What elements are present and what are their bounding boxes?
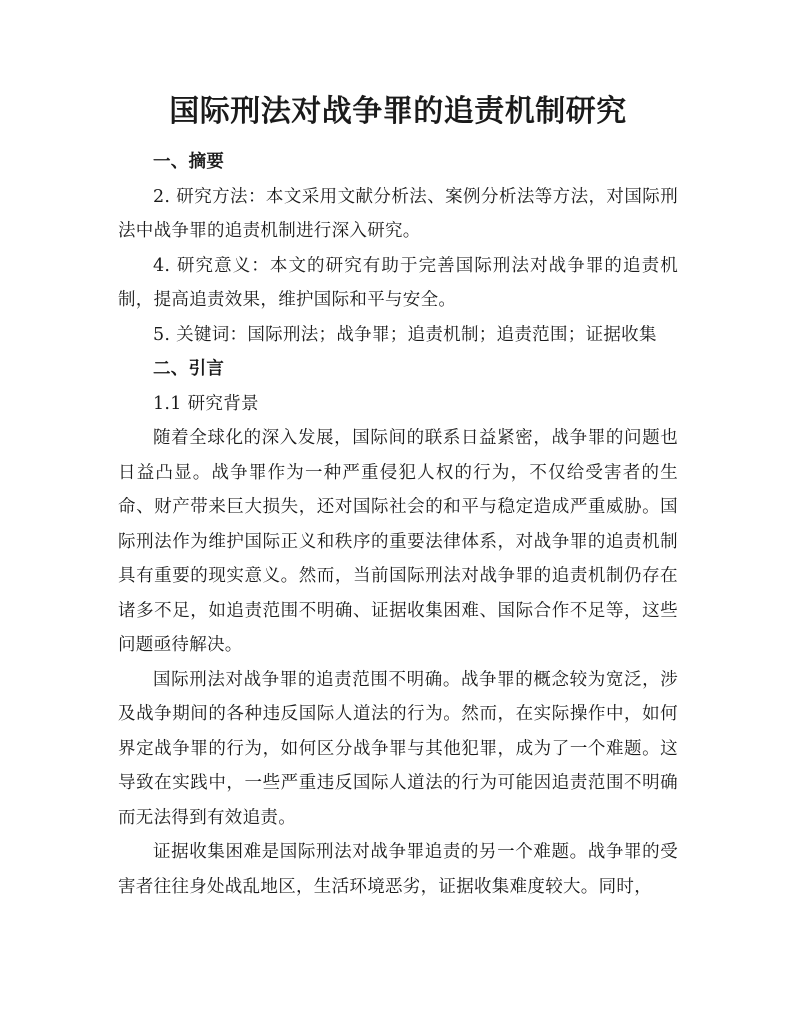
paragraph-background: 随着全球化的深入发展，国际间的联系日益紧密，战争罪的问题也日益凸显。战争罪作为一种严重侵犯人权的行为，不仅给受害者的生命、财产带来巨大损失，还对国际社会的和平与稳定造成严重威胁。国际刑法作为维护国际正义和秩序的重要法律体系，对战争罪的追责机制具有重要的现实意义。然而，当前国际刑法对战争罪的追责机制仍存在诸多不足，如追责范围不明确、证据收集困难、国际合作不足等，这些问题亟待解决。 bbox=[118, 428, 678, 655]
paragraph-evidence: 证据收集困难是国际刑法对战争罪追责的另一个难题。战争罪的受害者往往身处战乱地区，生活环境恶劣，证据收集难度较大。同时， bbox=[118, 842, 678, 897]
paragraph-keywords: 5. 关键词：国际刑法；战争罪；追责机制；追责范围；证据收集 bbox=[153, 324, 657, 345]
paragraph-research-method: 2. 研究方法：本文采用文献分析法、案例分析法等方法，对国际刑法中战争罪的追责机制进行深入研究。 bbox=[118, 186, 678, 241]
paragraph-research-significance: 4. 研究意义：本文的研究有助于完善国际刑法对战争罪的追责机制，提高追责效果，维护国际和平与安全。 bbox=[118, 255, 678, 310]
subsection-heading-background: 1.1 研究背景 bbox=[153, 393, 259, 414]
section-heading-abstract: 一、摘要 bbox=[153, 152, 225, 172]
paragraph-scope: 国际刑法对战争罪的追责范围不明确。战争罪的概念较为宽泛，涉及战争期间的各种违反国际人道法的行为。然而，在实际操作中，如何界定战争罪的行为，如何区分战争罪与其他犯罪，成为了一个难题。这导致在实践中，一些严重违反国际人道法的行为可能因追责范围不明确而无法得到有效追责。 bbox=[118, 669, 678, 828]
document-body bbox=[118, 145, 678, 904]
document-title: 国际刑法对战争罪的追责机制研究 bbox=[169, 94, 627, 129]
section-heading-introduction: 二、引言 bbox=[153, 359, 225, 379]
